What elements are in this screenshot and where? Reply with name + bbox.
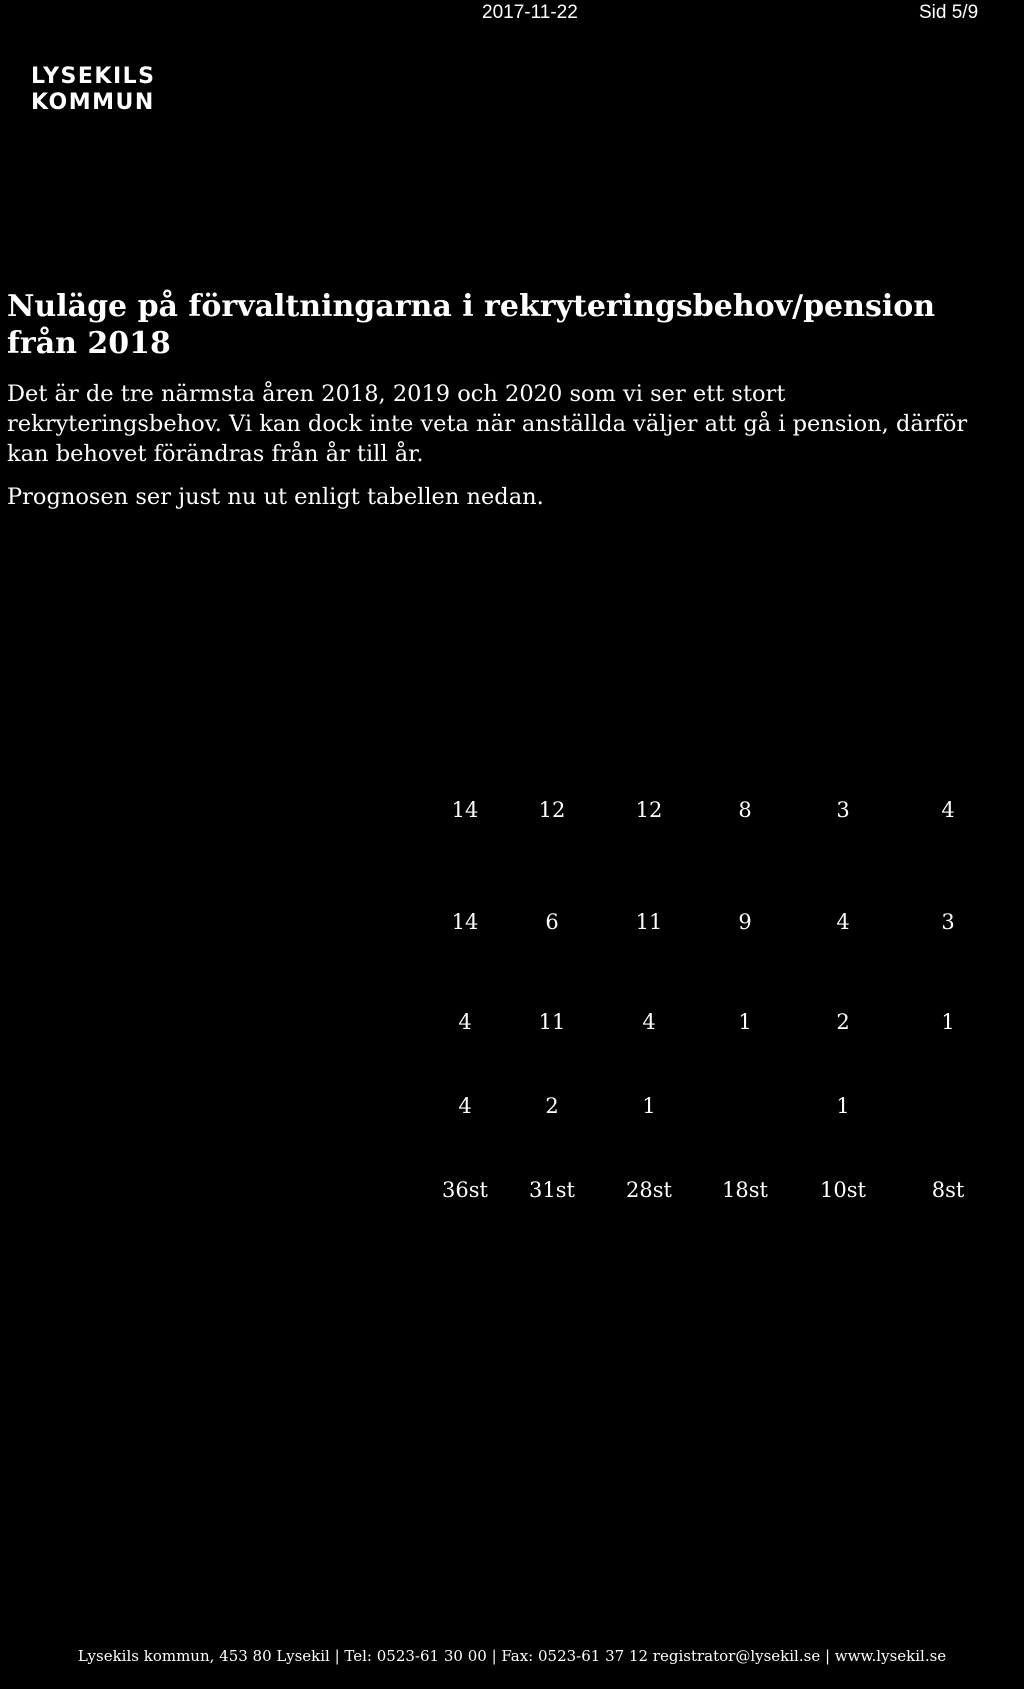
table-cell: 4 bbox=[458, 1094, 472, 1118]
table-row bbox=[451, 798, 1024, 828]
table-cell: 3 bbox=[941, 910, 955, 934]
logo-line-2: KOMMUN bbox=[31, 90, 155, 115]
table-cell: 4 bbox=[642, 1010, 656, 1034]
table-cell: 11 bbox=[538, 1010, 566, 1034]
table-cell: 6 bbox=[545, 910, 559, 934]
table-row bbox=[455, 1010, 1024, 1040]
table-cell: 4 bbox=[836, 910, 850, 934]
table-total-cell: 8st bbox=[931, 1178, 965, 1202]
table-total-cell: 10st bbox=[820, 1178, 866, 1202]
municipality-logo bbox=[31, 64, 156, 116]
table-cell: 14 bbox=[451, 910, 479, 934]
table-cell: 12 bbox=[538, 798, 566, 822]
table-cell: 14 bbox=[451, 798, 479, 822]
page-header bbox=[0, 0, 1024, 30]
table-cell: 4 bbox=[941, 798, 955, 822]
table-cell: 2 bbox=[545, 1094, 559, 1118]
table-cell: 2 bbox=[836, 1010, 850, 1034]
table-cell: 12 bbox=[635, 798, 663, 822]
table-total-cell: 36st bbox=[442, 1178, 488, 1202]
logo-line-1: LYSEKILS bbox=[31, 64, 156, 89]
table-cell: 1 bbox=[941, 1010, 955, 1034]
table-cell: 4 bbox=[458, 1010, 472, 1034]
table-total-cell: 28st bbox=[626, 1178, 672, 1202]
table-row bbox=[455, 1094, 1024, 1124]
table-cell: 8 bbox=[738, 798, 752, 822]
page-footer: Lysekils kommun, 453 80 Lysekil | Tel: 0523-61 30 00 | Fax: 0523-61 37 12 registrator@lysekil.se | www.lysekil.se bbox=[77, 1647, 947, 1665]
intro-paragraph: Det är de tre närmsta åren 2018, 2019 och 2020 som vi ser ett stort rekryteringsbehov. Vi kan dock inte veta när anställda väljer att gå i pension, därför kan behovet förändras från år till år. bbox=[7, 381, 968, 467]
table-row bbox=[451, 910, 1024, 940]
table-cell: 1 bbox=[738, 1010, 752, 1034]
forecast-paragraph: Prognosen ser just nu ut enligt tabellen nedan. bbox=[7, 484, 544, 510]
table-cell: 1 bbox=[642, 1094, 656, 1118]
table-total-cell: 18st bbox=[722, 1178, 768, 1202]
table-total-row bbox=[442, 1178, 1024, 1208]
section-title: Nuläge på förvaltningarna i rekryteringsbehov/pension från 2018 bbox=[7, 289, 936, 361]
table-cell: 1 bbox=[836, 1094, 850, 1118]
header-date: 2017-11-22 bbox=[482, 2, 578, 23]
main-content bbox=[7, 288, 1007, 512]
table-cell: 11 bbox=[635, 910, 663, 934]
header-page-number: Sid 5/9 bbox=[919, 2, 979, 23]
table-cell: 9 bbox=[738, 910, 752, 934]
table-total-cell: 31st bbox=[529, 1178, 575, 1202]
table-cell: 3 bbox=[836, 798, 850, 822]
